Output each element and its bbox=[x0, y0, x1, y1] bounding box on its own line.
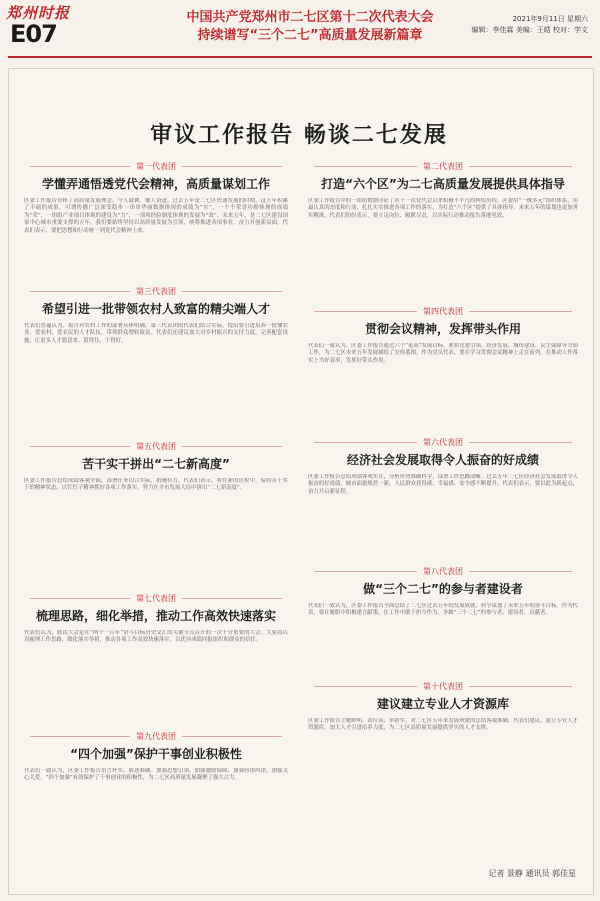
section-6 bbox=[308, 436, 578, 561]
delegation-tag: 第六代表团 bbox=[308, 436, 578, 448]
newspaper-logo: 郑州时报 bbox=[6, 4, 71, 22]
page-title: 中国共产党郑州市二七区第十二次代表大会 bbox=[186, 10, 434, 25]
banner-headline: 审议工作报告 畅谈二七发展 bbox=[150, 123, 448, 148]
section-2 bbox=[308, 160, 578, 300]
section-body: 代表们普遍认为，报告对农村工作的部署具体明确。第三代表团的代表们结合实际，提出要引进培养一批懂农业、爱农村、爱农民的人才队伍，带领群众增收致富。代表们还建议加大对乡村振兴的支持力度，完善配套设施，让更多人才愿意来、留得住、干得好。 bbox=[24, 323, 288, 344]
section-body: 区委工作报告总结成绩客观全面，部署任务切合实际，措施有力。代表们表示，将在新的征程中，保持苦干实干的精神状态，以钉钉子精神抓好各项工作落实，努力在全市发展大局中拼出“二七新高度”。 bbox=[24, 478, 288, 492]
issue-date: 2021年9月11日 星期六 bbox=[512, 15, 588, 23]
delegation-tag: 第五代表团 bbox=[24, 440, 288, 452]
section-heading: 做“三个二七”的参与者建设者 bbox=[363, 582, 523, 596]
delegation-tag: 第二代表团 bbox=[308, 160, 578, 172]
delegation-tag: 第四代表团 bbox=[308, 305, 578, 317]
section-7 bbox=[24, 592, 288, 727]
delegation-tag: 第一代表团 bbox=[24, 160, 288, 172]
delegation-tag: 第三代表团 bbox=[24, 285, 288, 297]
section-body: 区委工作报告中的一组组数据印证了区十一次党代会以来积极不平凡的辉煌历程。区委用“一极多元”组织体系，用最认真的态度和行动，扎扎实实推进各项工作的落实，为打造“六个区”提供了具体指导。未来五年的谋划也更加务实精准，代表们纷纷表示，要立足岗位、履职尽责，以实际行动推动报告落地见效。 bbox=[308, 198, 578, 219]
editor-credits: 编辑：李佳霖 美编：王皓 校对：学文 bbox=[471, 26, 588, 34]
section-heading: 打造“六个区”为二七高质量发展提供具体指导 bbox=[321, 177, 565, 191]
section-heading: 梳理思路，细化举措，推动工作高效快速落实 bbox=[35, 609, 276, 623]
delegation-tag: 第七代表团 bbox=[24, 592, 288, 604]
delegation-tag: 第十代表团 bbox=[308, 680, 578, 692]
page-number: E07 bbox=[10, 20, 57, 48]
masthead bbox=[0, 0, 600, 58]
section-heading: 经济社会发展取得令人振奋的好成绩 bbox=[346, 453, 539, 467]
section-1 bbox=[24, 160, 288, 275]
section-9 bbox=[24, 730, 288, 870]
section-heading: 苦干实干拼出“二七新高度” bbox=[82, 457, 230, 471]
section-body: 代表们一致认为，区委工作报告语言朴实、陈述准确。加强思想引领、加强激励保障、加强容错纠错、加强关心关爱，“四个加强”有效保护了干事创业的积极性，为二七区高质量发展凝聚了强大合力。 bbox=[24, 768, 288, 782]
section-body: 区委工作报告总结成绩客观实在，分析形势准确科学，部署工作思路清晰。过去五年二七区经济社会发展取得令人振奋的好成绩，城市面貌焕然一新，人民群众获得感、幸福感、安全感不断提升。代表们表示，要以此为新起点，奋力开启新征程。 bbox=[308, 474, 578, 495]
page-slogan: 持续谱写“三个二七”高质量发展新篇章 bbox=[197, 28, 423, 43]
section-heading: 建议建立专业人才资源库 bbox=[376, 697, 509, 711]
delegation-tag: 第八代表团 bbox=[308, 565, 578, 577]
section-heading: 希望引进一批带领农村人致富的精尖端人才 bbox=[41, 302, 270, 316]
section-body: 区委工作报告诠释了高质量发展理念，今人鼓舞、催人奋进。过去五年是二七区快速发展的时期，这五年积累了丰硕的成果，可谓传播广泛深受稳步一串串华丽数据体现的成绩为“实”，一个个荣誉功勋体现的成绩为“荣”，一组组产业项目体现的建设为“力”，一项项经验制度体现的发展为“效”。未来五年，是二七区建设国家中心城市重要支撑的五年。我们要始终坚持以高质量发展为引领，统筹推进各项事业，奋力开创新局面。代表们表示，要把思想和行动统一到党代会精神上来。 bbox=[24, 198, 288, 234]
section-8 bbox=[308, 565, 578, 690]
section-4 bbox=[308, 305, 578, 430]
section-5 bbox=[24, 440, 288, 570]
section-10 bbox=[308, 680, 578, 820]
section-heading: 学懂弄通悟透党代会精神，高质量谋划工作 bbox=[41, 177, 270, 191]
divider bbox=[8, 56, 592, 58]
section-3 bbox=[24, 285, 288, 405]
section-heading: 贯彻会议精神，发挥带头作用 bbox=[364, 322, 521, 336]
section-body: 区委工作报告主题鲜明、站位高、举措实，对二七区五年来发展成就的总结客观准确。代表们建议，建立专业人才资源库，加大人才引进培养力度，为二七区高质量发展提供坚实的人才支撑。 bbox=[308, 718, 578, 732]
section-body: 代表们一致认为，区委工作报告全面总结了二七区过去五年的发展成就，科学谋划了未来五年的奋斗目标。作为代表，要在履职中积极建言献策，在工作中敢于担当作为，争做“三个二七”的参与者、建设者、贡献者。 bbox=[308, 603, 578, 617]
section-body: 代表们一致认为，区委工作报告通过六个“更高”发展目标，紧扣党建引领、经济发展、城市建设、民生保障等方面工作，为二七区未来五年发展描绘了宏伟蓝图。作为党员代表，要在学习贯彻会议精神上走在前列，在推动工作落实上当好表率，发挥好带头作用。 bbox=[308, 343, 578, 364]
delegation-tag: 第九代表团 bbox=[24, 730, 288, 742]
section-body: 代表们认为，此次大会是在“两个一百年”奋斗目标历史交汇的关键节点召开的一次十分重要的大会。大家将认真梳理工作思路，细化落实举措，推动各项工作高效快速落实，以优异成绩回报组织和群众的信任。 bbox=[24, 630, 288, 644]
byline: 记者 景静 通讯员 郭佳星 bbox=[488, 869, 576, 878]
section-heading: “四个加强”保护干事创业积极性 bbox=[70, 747, 242, 761]
